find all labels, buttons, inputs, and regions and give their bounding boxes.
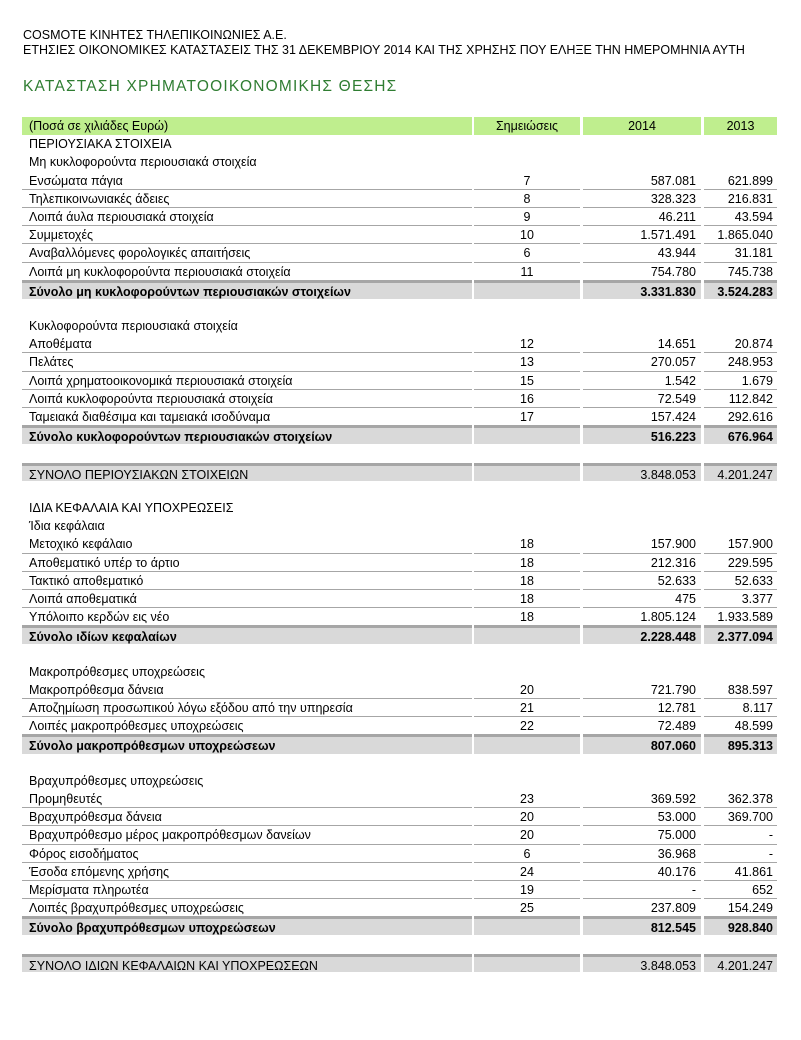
table-row <box>22 717 777 735</box>
row-note: 17 <box>474 408 580 426</box>
value-2014: - <box>583 881 701 899</box>
value-2013: 43.594 <box>704 208 777 226</box>
row-note: 18 <box>474 590 580 608</box>
spacer-row <box>22 754 777 772</box>
row-label: Φόρος εισοδήματος <box>22 845 472 863</box>
value-2014: 237.809 <box>583 899 701 917</box>
spacer-row <box>22 644 777 662</box>
row-note <box>474 463 580 481</box>
row-note <box>474 281 580 299</box>
row-note: 18 <box>474 554 580 572</box>
spacer-row <box>22 481 777 499</box>
table-row <box>22 244 777 262</box>
value-2013: 48.599 <box>704 717 777 735</box>
value-2013: 112.842 <box>704 390 777 408</box>
table-row <box>22 699 777 717</box>
section-heading-row <box>22 317 777 335</box>
spacer-row <box>22 935 777 953</box>
table-row <box>22 863 777 881</box>
table-row <box>22 208 777 226</box>
table-row <box>22 808 777 826</box>
row-label: Τηλεπικοινωνιακές άδειες <box>22 190 472 208</box>
value-2014: 43.944 <box>583 244 701 262</box>
section-heading: Βραχυπρόθεσμες υποχρεώσεις <box>29 773 204 788</box>
value-2014: 328.323 <box>583 190 701 208</box>
row-label: Αποθεματικό υπέρ το άρτιο <box>22 554 472 572</box>
subtotal-row <box>22 426 777 444</box>
row-label: Μερίσματα πληρωτέα <box>22 881 472 899</box>
section-heading-row <box>22 517 777 535</box>
row-label: Σύνολο μη κυκλοφορούντων περιουσιακών στοιχείων <box>22 281 472 299</box>
row-note <box>474 735 580 753</box>
column-header-notes: Σημειώσεις <box>474 117 580 135</box>
value-2013: 20.874 <box>704 335 777 353</box>
row-label: Λοιπές μακροπρόθεσμες υποχρεώσεις <box>22 717 472 735</box>
value-2013: 154.249 <box>704 899 777 917</box>
row-label: Έσοδα επόμενης χρήσης <box>22 863 472 881</box>
table-row <box>22 590 777 608</box>
table-row <box>22 408 777 426</box>
document-subtitle: ΕΤΗΣΙΕΣ ΟΙΚΟΝΟΜΙΚΕΣ ΚΑΤΑΣΤΑΣΕΙΣ ΤΗΣ 31 ΔΕΚΕΜΒΡΙΟΥ 2014 ΚΑΙ ΤΗΣ ΧΡΗΣΗΣ ΠΟΥ ΕΛΗΞΕ ΤΗΝ ΗΜΕΡΟΜΗΝΙΑ ΑΥΤΗ <box>23 43 745 57</box>
row-label: ΣΥΝΟΛΟ ΠΕΡΙΟΥΣΙΑΚΩΝ ΣΤΟΙΧΕΙΩΝ <box>22 463 472 481</box>
row-note: 20 <box>474 808 580 826</box>
value-2014: 587.081 <box>583 172 701 190</box>
section-heading: Ίδια κεφάλαια <box>29 519 105 534</box>
table-row <box>22 681 777 699</box>
row-note: 22 <box>474 717 580 735</box>
value-2014: 3.331.830 <box>583 281 701 299</box>
value-2014: 3.848.053 <box>583 954 701 972</box>
value-2014: 475 <box>583 590 701 608</box>
row-note <box>474 626 580 644</box>
value-2013: 4.201.247 <box>704 463 777 481</box>
row-note: 20 <box>474 826 580 844</box>
value-2013: 369.700 <box>704 808 777 826</box>
value-2014: 46.211 <box>583 208 701 226</box>
row-note: 18 <box>474 535 580 553</box>
row-label: Αποζημίωση προσωπικού λόγω εξόδου από την υπηρεσία <box>22 699 472 717</box>
row-note: 21 <box>474 699 580 717</box>
row-label: ΣΥΝΟΛΟ ΙΔΙΩΝ ΚΕΦΑΛΑΙΩΝ ΚΑΙ ΥΠΟΧΡΕΩΣΕΩΝ <box>22 954 472 972</box>
value-2014: 157.424 <box>583 408 701 426</box>
row-label: Λοιπά χρηματοοικονομικά περιουσιακά στοιχεία <box>22 372 472 390</box>
value-2014: 1.805.124 <box>583 608 701 626</box>
row-note <box>474 917 580 935</box>
value-2013: 621.899 <box>704 172 777 190</box>
row-label: Ενσώματα πάγια <box>22 172 472 190</box>
value-2014: 812.545 <box>583 917 701 935</box>
row-note: 6 <box>474 244 580 262</box>
value-2014: 52.633 <box>583 572 701 590</box>
row-note: 23 <box>474 790 580 808</box>
value-2013: 745.738 <box>704 263 777 281</box>
row-label: Βραχυπρόθεσμο μέρος μακροπρόθεσμων δανείων <box>22 826 472 844</box>
row-note <box>474 426 580 444</box>
value-2013: 676.964 <box>704 426 777 444</box>
row-label: Σύνολο ιδίων κεφαλαίων <box>22 626 472 644</box>
section-heading-row <box>22 499 777 517</box>
row-note: 20 <box>474 681 580 699</box>
value-2013: 1.679 <box>704 372 777 390</box>
value-2013: 292.616 <box>704 408 777 426</box>
table-row <box>22 372 777 390</box>
value-2013: 1.933.589 <box>704 608 777 626</box>
value-2014: 270.057 <box>583 353 701 371</box>
column-header-label: (Ποσά σε χιλιάδες Ευρώ) <box>22 117 472 135</box>
value-2014: 75.000 <box>583 826 701 844</box>
row-label: Βραχυπρόθεσμα δάνεια <box>22 808 472 826</box>
row-note: 7 <box>474 172 580 190</box>
value-2013: 216.831 <box>704 190 777 208</box>
value-2014: 369.592 <box>583 790 701 808</box>
row-note: 25 <box>474 899 580 917</box>
row-note: 18 <box>474 608 580 626</box>
section-heading: Μη κυκλοφορούντα περιουσιακά στοιχεία <box>29 155 257 170</box>
value-2014: 14.651 <box>583 335 701 353</box>
value-2013: 3.524.283 <box>704 281 777 299</box>
value-2013: 652 <box>704 881 777 899</box>
value-2013: - <box>704 845 777 863</box>
row-note: 13 <box>474 353 580 371</box>
table-row <box>22 790 777 808</box>
section-heading-row <box>22 772 777 790</box>
table-row <box>22 554 777 572</box>
grand-total-row <box>22 954 777 972</box>
value-2013: 52.633 <box>704 572 777 590</box>
value-2013: 157.900 <box>704 535 777 553</box>
value-2013: 838.597 <box>704 681 777 699</box>
statement-title: ΚΑΤΑΣΤΑΣΗ ΧΡΗΜΑΤΟΟΙΚΟΝΟΜΙΚΗΣ ΘΕΣΗΣ <box>23 78 398 95</box>
section-heading: Μακροπρόθεσμες υποχρεώσεις <box>29 664 205 679</box>
row-note <box>474 954 580 972</box>
value-2014: 72.549 <box>583 390 701 408</box>
row-label: Λοιπά μη κυκλοφορούντα περιουσιακά στοιχεία <box>22 263 472 281</box>
row-label: Μακροπρόθεσμα δάνεια <box>22 681 472 699</box>
table-row <box>22 390 777 408</box>
value-2014: 721.790 <box>583 681 701 699</box>
row-note: 19 <box>474 881 580 899</box>
row-label: Λοιπές βραχυπρόθεσμες υποχρεώσεις <box>22 899 472 917</box>
row-label: Μετοχικό κεφάλαιο <box>22 535 472 553</box>
row-note: 12 <box>474 335 580 353</box>
section-heading-row <box>22 663 777 681</box>
table-row <box>22 263 777 281</box>
row-label: Πελάτες <box>22 353 472 371</box>
table-row <box>22 190 777 208</box>
value-2013: 2.377.094 <box>704 626 777 644</box>
value-2014: 36.968 <box>583 845 701 863</box>
value-2014: 754.780 <box>583 263 701 281</box>
row-label: Συμμετοχές <box>22 226 472 244</box>
value-2014: 40.176 <box>583 863 701 881</box>
table-row <box>22 335 777 353</box>
subtotal-row <box>22 281 777 299</box>
section-heading-row <box>22 153 777 171</box>
section-heading-row <box>22 135 777 153</box>
spacer-row <box>22 299 777 317</box>
value-2013: - <box>704 826 777 844</box>
row-note: 18 <box>474 572 580 590</box>
value-2014: 1.542 <box>583 372 701 390</box>
value-2013: 362.378 <box>704 790 777 808</box>
table-row <box>22 899 777 917</box>
value-2013: 928.840 <box>704 917 777 935</box>
value-2014: 72.489 <box>583 717 701 735</box>
value-2014: 12.781 <box>583 699 701 717</box>
value-2013: 248.953 <box>704 353 777 371</box>
value-2013: 8.117 <box>704 699 777 717</box>
grand-total-row <box>22 463 777 481</box>
column-header-2013: 2013 <box>704 117 777 135</box>
value-2013: 895.313 <box>704 735 777 753</box>
subtotal-row <box>22 626 777 644</box>
row-label: Λοιπά κυκλοφορούντα περιουσιακά στοιχεία <box>22 390 472 408</box>
row-label: Αναβαλλόμενες φορολογικές απαιτήσεις <box>22 244 472 262</box>
row-label: Αποθέματα <box>22 335 472 353</box>
row-note: 10 <box>474 226 580 244</box>
row-note: 16 <box>474 390 580 408</box>
section-heading: Κυκλοφορούντα περιουσιακά στοιχεία <box>29 319 238 334</box>
value-2014: 2.228.448 <box>583 626 701 644</box>
row-label: Τακτικό αποθεματικό <box>22 572 472 590</box>
subtotal-row <box>22 917 777 935</box>
value-2013: 31.181 <box>704 244 777 262</box>
row-label: Υπόλοιπο κερδών εις νέο <box>22 608 472 626</box>
company-name: COSMOTE ΚΙΝΗΤΕΣ ΤΗΛΕΠΙΚΟΙΝΩΝΙΕΣ Α.Ε. <box>23 28 287 42</box>
column-header-2014: 2014 <box>583 117 701 135</box>
subtotal-row <box>22 735 777 753</box>
value-2013: 4.201.247 <box>704 954 777 972</box>
row-label: Λοιπά αποθεματικά <box>22 590 472 608</box>
table-row <box>22 353 777 371</box>
row-label: Σύνολο βραχυπρόθεσμων υποχρεώσεων <box>22 917 472 935</box>
table-row <box>22 226 777 244</box>
row-note: 15 <box>474 372 580 390</box>
row-label: Λοιπά άυλα περιουσιακά στοιχεία <box>22 208 472 226</box>
table-row <box>22 881 777 899</box>
value-2013: 41.861 <box>704 863 777 881</box>
row-label: Σύνολο κυκλοφορούντων περιουσιακών στοιχείων <box>22 426 472 444</box>
value-2014: 516.223 <box>583 426 701 444</box>
value-2014: 807.060 <box>583 735 701 753</box>
table-body <box>22 135 777 972</box>
value-2013: 3.377 <box>704 590 777 608</box>
row-label: Προμηθευτές <box>22 790 472 808</box>
value-2014: 212.316 <box>583 554 701 572</box>
table-row <box>22 608 777 626</box>
row-note: 8 <box>474 190 580 208</box>
value-2014: 1.571.491 <box>583 226 701 244</box>
value-2013: 1.865.040 <box>704 226 777 244</box>
table-row <box>22 535 777 553</box>
row-note: 11 <box>474 263 580 281</box>
table-row <box>22 826 777 844</box>
table-row <box>22 572 777 590</box>
spacer-row <box>22 444 777 462</box>
value-2014: 53.000 <box>583 808 701 826</box>
row-label: Σύνολο μακροπρόθεσμων υποχρεώσεων <box>22 735 472 753</box>
row-label: Ταμειακά διαθέσιμα και ταμειακά ισοδύναμα <box>22 408 472 426</box>
section-heading: ΙΔΙΑ ΚΕΦΑΛΑΙΑ ΚΑΙ ΥΠΟΧΡΕΩΣΕΙΣ <box>29 500 234 515</box>
row-note: 9 <box>474 208 580 226</box>
value-2013: 229.595 <box>704 554 777 572</box>
row-note: 24 <box>474 863 580 881</box>
table-row <box>22 845 777 863</box>
financial-position-table <box>22 117 777 972</box>
row-note: 6 <box>474 845 580 863</box>
value-2014: 157.900 <box>583 535 701 553</box>
section-heading: ΠΕΡΙΟΥΣΙΑΚΑ ΣΤΟΙΧΕΙΑ <box>29 137 172 152</box>
value-2014: 3.848.053 <box>583 463 701 481</box>
table-header-row <box>22 117 777 135</box>
table-row <box>22 172 777 190</box>
